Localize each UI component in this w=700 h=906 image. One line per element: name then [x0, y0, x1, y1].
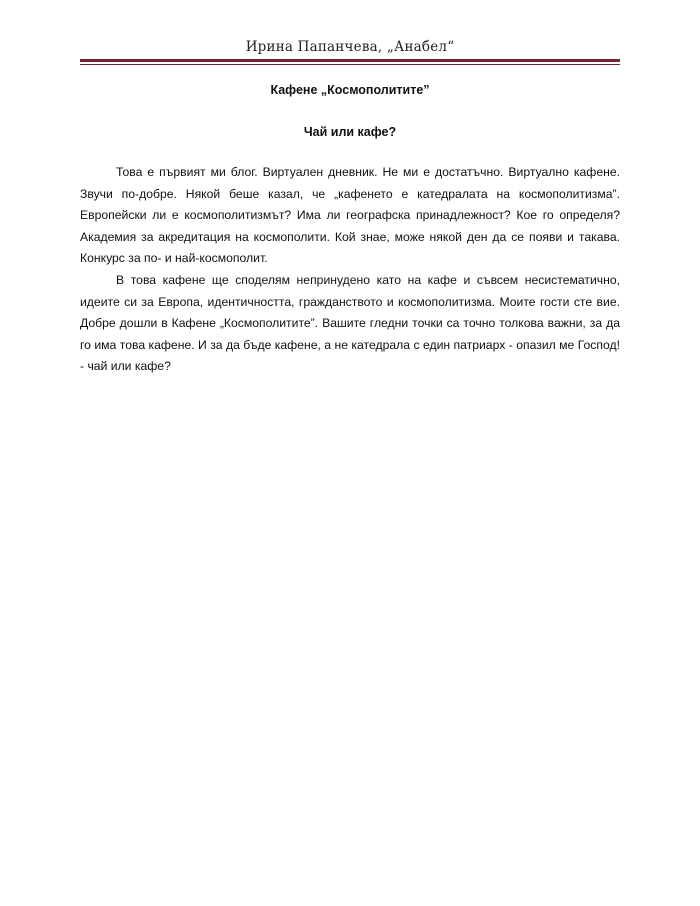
- header-rule-thick: [80, 59, 620, 62]
- paragraph-2: В това кафене ще споделям непринудено като на кафе и съвсем несистематично, идеите си за Европа, идентичността, гражданството и космополитизма. Моите гости сте вие. Добре дошли в Кафене „Космополитите”. Вашите гледни точки са точно толкова важни, за да го има това кафене. И за да бъде кафене, а не катедрала с един патриарх - опазил ме Господ! - чай или кафе?: [80, 272, 620, 374]
- header-rule-thin: [80, 64, 620, 65]
- running-header: Ирина Папанчева, „Анабел“: [245, 39, 455, 55]
- document-title: Кафене „Космополитите”: [270, 83, 430, 97]
- body-text: [80, 162, 620, 378]
- paragraph-1: Това е първият ми блог. Виртуален дневник. Не ми е достатъчно. Виртуално кафене. Звучи по-добре. Някой беше казал, че „кафенето е катедралата на космополитизма”. Европейски ли е космополитизмът? Има ли географска принадлежност? Кое го определя? Академия за акредитация на космополити. Кой знае, може някой ден да се появи и такава. Конкурс за по- и най-космополит.: [80, 165, 620, 266]
- document-subtitle: Чай или кафе?: [303, 125, 397, 139]
